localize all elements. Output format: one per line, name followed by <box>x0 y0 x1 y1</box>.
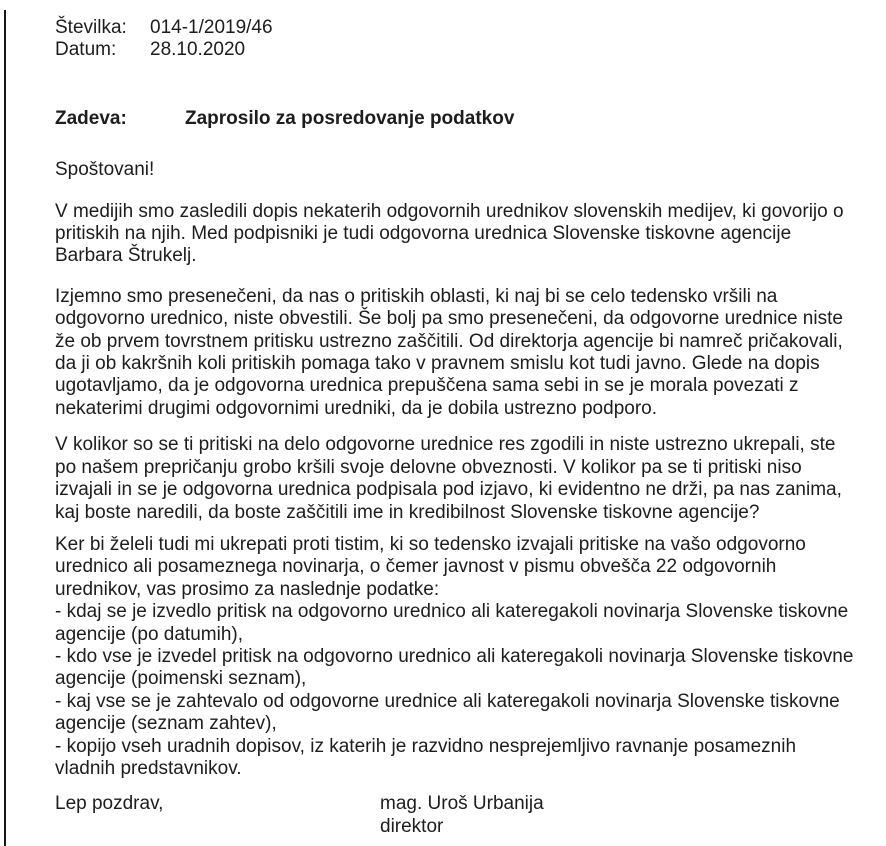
subject-line <box>55 108 861 130</box>
closing-block <box>55 793 861 838</box>
request-item-demands: - kaj vse se je zahtevalo od odgovorne urednice ali kateregakoli novinarja Slovenske tiskovne agencije (seznam zahtev), <box>55 690 840 735</box>
request-item-names: - kdo vse je izvedel pritisk na odgovorno urednico ali kateregakoli novinarja Slovenske tiskovne agencije (poimenski seznam), <box>55 645 854 690</box>
salutation: Spoštovani! <box>55 159 155 181</box>
paragraph-surprise: Izjemno smo presenečeni, da nas o pritiskih oblasti, ki naj bi se celo tedensko vršili na odgovorno urednico, niste obvestili. Še bolj pa smo presenečeni, da odgovorne urednice niste že ob prvem tovrstnem pritisku ustrezno zaščitili. Od direktorja agencije bi namreč pričakovali, da ji ob kakršnih koli pritiskih pomaga tako v pravnem smislu kot tudi javno. Glede na dopis ugotavljamo, da je odgovorna urednica prepuščena sama sebi in se je morala povezati z nekaterimi drugimi odgovornimi uredniki, da je dobila ustrezno podporo. <box>55 285 843 419</box>
signer-title: direktor <box>380 815 444 837</box>
paragraph-media-letter: V medijih smo zasledili dopis nekaterih odgovornih urednikov slovenskih medijev, ki govorijo o pritiskih na njih. Med podpisniki je tudi odgovorna urednica Slovenske tiskovne agencije Barbara Štrukelj. <box>55 200 844 267</box>
document-meta <box>55 17 861 62</box>
paragraph-obligations: V kolikor so se ti pritiski na delo odgovorne urednice res zgodili in niste ustrezno ukrepali, ste po našem prepričanju grobo kršili svoje delovne obveznosti. V kolikor pa se ti pritiski niso izvajali in se je odgovorna urednica podpisala pod izjavo, ki evidentno ne drži, pa nas zanima, kaj boste naredili, da boste zaščitili ime in kredibilnost Slovenske tiskovne agencije? <box>55 434 842 523</box>
request-item-dates: - kdaj se je izvedlo pritisk na odgovorno urednico ali kateregakoli novinarja Slovenske tiskovne agencije (po datumih), <box>55 601 849 645</box>
request-intro: Ker bi želeli tudi mi ukrepati proti tistim, ki so tedensko izvajali pritiske na vašo odgovorno urednico ali posameznega novinarja, o čemer javnost v pismu obvešča 22 odgovornih urednikov, vas prosimo za naslednje podatke: <box>55 533 806 600</box>
scan-edge-artifact <box>4 10 6 846</box>
document-date-row <box>55 39 861 61</box>
letter-content <box>55 17 861 838</box>
document-number-label: Številka: <box>55 17 127 38</box>
document-date-value: 28.10.2020 <box>150 39 246 61</box>
document-number-value: 014-1/2019/46 <box>150 17 273 38</box>
request-block <box>55 534 861 780</box>
document-number-row <box>55 17 861 39</box>
document-date-label: Datum: <box>55 39 117 61</box>
signature-block <box>380 793 861 838</box>
subject-title: Zaprosilo za posredovanje podatkov <box>185 107 515 129</box>
subject-label: Zadeva: <box>55 107 127 129</box>
request-item-copies: - kopijo vseh uradnih dopisov, iz katerih je razvidno nesprejemljivo ravnanje posameznih vladnih predstavnikov. <box>55 735 797 779</box>
signer-name: mag. Uroš Urbanija <box>380 793 544 815</box>
farewell: Lep pozdrav, <box>55 793 164 815</box>
